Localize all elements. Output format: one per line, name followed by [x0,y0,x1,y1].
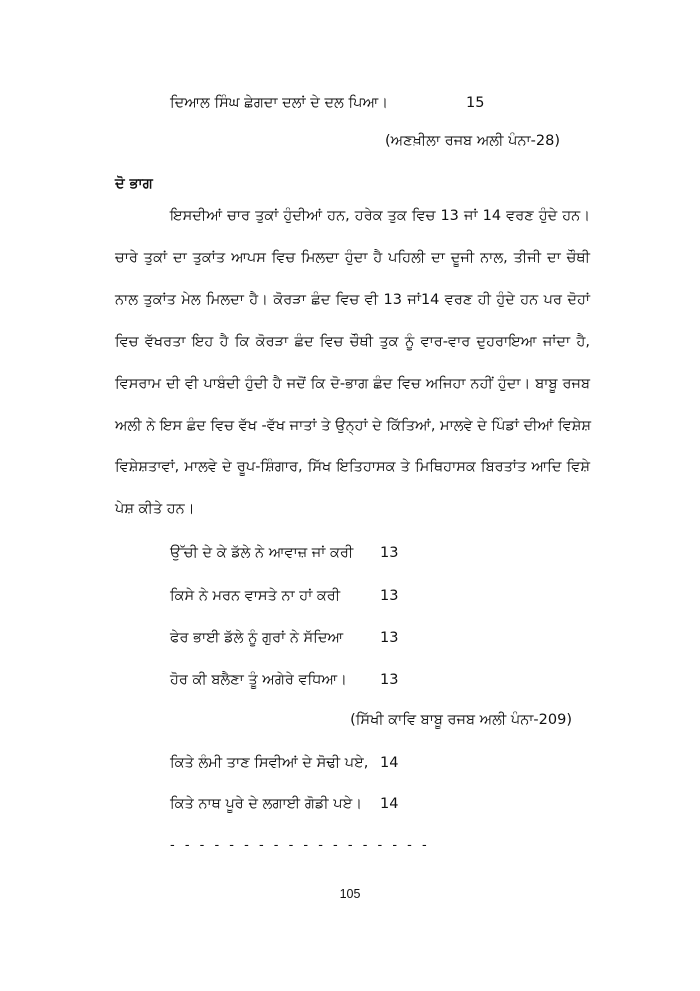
verse-text: ਉੱਚੀ ਦੇ ਕੇ ਡੱਲੇ ਨੇ ਆਵਾਜ਼ ਜਾਂ ਕਰੀ [170,545,354,561]
page-number: 105 [339,887,361,901]
citation: (ਸਿੱਖੀ ਕਾਵਿ ਬਾਬੂ ਰਜਬ ਅਲੀ ਪੰਨਾ-209) [350,712,572,728]
verse-count: 15 [466,95,485,111]
verse-line [170,93,485,113]
verse-count: 14 [380,755,399,771]
paragraph-line: ਵਿਚ ਵੱਖਰਤਾ ਇਹ ਹੈ ਕਿ ਕੋਰੜਾ ਛੰਦ ਵਿਚ ਚੌਥੀ ਤੁਕ ਨੂੰ ਵਾਰ-ਵਾਰ ਦੁਹਰਾਇਆ ਜਾਂਦਾ ਹੈ, [115,334,590,350]
verse-text: ਹੋਰ ਕੀ ਬਲੈਣਾ ਤੂੰ ਅਗੇਰੇ ਵਧਿਆ। [170,672,347,688]
paragraph-line: ਅਲੀ ਨੇ ਇਸ ਛੰਦ ਵਿਚ ਵੱਖ -ਵੱਖ ਜਾਤਾਂ ਤੇ ਉਨ੍ਹਾਂ ਦੇ ਕਿੱਤਿਆਂ, ਮਾਲਵੇ ਦੇ ਪਿੰਡਾਂ ਦੀਆਂ ਵਿਸ਼ੇਸ਼ [115,418,592,434]
verse-text: ਕਿਸੇ ਨੇ ਮਰਨ ਵਾਸਤੇ ਨਾ ਹਾਂ ਕਰੀ [170,588,341,604]
verse-count: 13 [380,545,399,561]
verse-count: 13 [380,630,399,646]
verse-line [170,586,399,606]
paragraph-line: ਨਾਲ ਤੁਕਾਂਤ ਮੇਲ ਮਿਲਦਾ ਹੈ। ਕੋਰੜਾ ਛੰਦ ਵਿਚ ਵੀ 13 ਜਾਂ14 ਵਰਣ ਹੀ ਹੁੰਦੇ ਹਨ ਪਰ ਦੋਹਾਂ [115,292,590,308]
paragraph-line: ਵਿਸਰਾਮ ਦੀ ਵੀ ਪਾਬੰਦੀ ਹੁੰਦੀ ਹੈ ਜਦੋਂ ਕਿ ਦੋ-ਭਾਗ ਛੰਦ ਵਿਚ ਅਜਿਹਾ ਨਹੀਂ ਹੁੰਦਾ। ਬਾਬੂ ਰਜਬ [115,376,590,392]
verse-line [170,543,399,563]
verse-text: ਕਿਤੇ ਲੰਮੀ ਤਾਣ ਸਿਵੀਆਂ ਦੇ ਸੋਢੀ ਪਏ, [170,755,369,771]
verse-count: 14 [380,796,399,812]
verse-text: ਫੇਰ ਭਾਈ ਡੱਲੇ ਨੂੰ ਗੁਰਾਂ ਨੇ ਸੱਦਿਆ [170,630,344,646]
paragraph-line: ਪੇਸ਼ ਕੀਤੇ ਹਨ। [115,501,195,517]
paragraph-line: ਵਿਸ਼ੇਸ਼ਤਾਵਾਂ, ਮਾਲਵੇ ਦੇ ਰੂਪ-ਸ਼ਿੰਗਾਰ, ਸਿੱਖ ਇਤਿਹਾਸਕ ਤੇ ਮਿਥਿਹਾਸਕ ਬਿਰਤਾਂਤ ਆਦਿ ਵਿਸ਼ੇ [115,459,590,475]
verse-text: ਦਿਆਲ ਸਿੰਘ ਛੇਗਦਾ ਦਲਾਂ ਦੇ ਦਲ ਪਿਆ। [170,95,389,111]
verse-line [170,753,399,773]
verse-line [170,670,399,690]
verse-count: 13 [380,672,399,688]
paragraph-line: ਇਸਦੀਆਂ ਚਾਰ ਤੁਕਾਂ ਹੁੰਦੀਆਂ ਹਨ, ਹਰੇਕ ਤੁਕ ਵਿਚ 13 ਜਾਂ 14 ਵਰਣ ਹੁੰਦੇ ਹਨ। [170,208,590,224]
verse-text: ਕਿਤੇ ਨਾਥ ਪੂਰੇ ਦੇ ਲਗਾਈ ਗੋਡੀ ਪਏ। [170,796,362,812]
citation: (ਅਣਖ਼ੀਲਾ ਰਜਬ ਅਲੀ ਪੰਨਾ-28) [385,133,560,149]
separator-dashes: - - - - - - - - - - - - - - - - - - [170,838,430,853]
section-heading: ਦੋ ਭਾਗ [115,176,153,192]
verse-line [170,628,399,648]
verse-count: 13 [380,588,399,604]
verse-line [170,794,399,814]
paragraph-line: ਚਾਰੇ ਤੁਕਾਂ ਦਾ ਤੁਕਾਂਤ ਆਪਸ ਵਿਚ ਮਿਲਦਾ ਹੁੰਦਾ ਹੈ ਪਹਿਲੀ ਦਾ ਦੂਜੀ ਨਾਲ, ਤੀਜੀ ਦਾ ਚੌਥੀ [115,250,590,266]
